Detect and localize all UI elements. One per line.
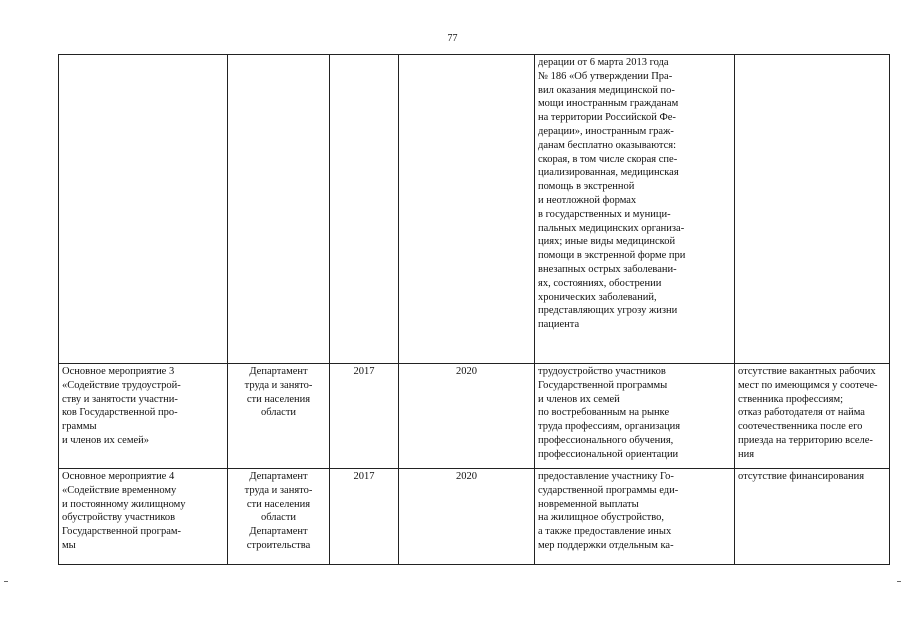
risks-cell xyxy=(735,55,890,364)
risks-cell: отсутствие финансирования xyxy=(735,469,890,565)
table-row xyxy=(59,364,890,469)
measure-cell: Основное мероприятие 4 «Содействие временному и постоянному жилищному обустройству участников Государственной програм- мы xyxy=(59,469,228,565)
start-year-cell xyxy=(330,55,399,364)
executor-cell xyxy=(228,55,330,364)
measure-cell xyxy=(59,55,228,364)
executor-cell: Департамент труда и занято- сти населения области xyxy=(228,364,330,469)
scan-margin-mark-right xyxy=(897,581,901,582)
start-year-cell: 2017 xyxy=(330,364,399,469)
end-year-cell: 2020 xyxy=(399,364,535,469)
table-row xyxy=(59,55,890,364)
measure-cell: Основное мероприятие 3 «Содействие трудоустрой- ству и занятости участни- ков Государственной про- граммы и членов их семей» xyxy=(59,364,228,469)
end-year-cell: 2020 xyxy=(399,469,535,565)
table-row xyxy=(59,469,890,565)
page-number: 77 xyxy=(447,33,458,44)
start-year-cell: 2017 xyxy=(330,469,399,565)
program-measures-table xyxy=(58,54,890,565)
executor-cell: Департамент труда и занято- сти населения области Департамент строительства xyxy=(228,469,330,565)
end-year-cell xyxy=(399,55,535,364)
result-cell: предоставление участнику Го- сударственной программы еди- новременной выплаты на жилищное обустройство, а также предоставление иных мер поддержки отдельным ка- xyxy=(535,469,735,565)
result-cell: дерации от 6 марта 2013 года № 186 «Об утверждении Пра- вил оказания медицинской по- мощи иностранным гражданам на территории Российской Фе- дерации», иностранным граж- данам бесплатно оказываются: скорая, в том числе скорая спе- циализированная, медицинская помощь в экстренной и неотложной формах в государственных и муници- пальных медицинских организа- циях; иные виды медицинской помощи в экстренной форме при внезапных острых заболевани- ях, состояниях, обострении хронических заболеваний, представляющих угрозу жизни пациента xyxy=(535,55,735,364)
result-cell: трудоустройство участников Государственной программы и членов их семей по востребованным на рынке труда профессиям, организация профессионального обучения, профессиональной ориентации xyxy=(535,364,735,469)
risks-cell: отсутствие вакантных рабочих мест по имеющимся у соотече- ственника профессиям; отказ работодателя от найма соотечественника после его приезда на территорию вселе- ния xyxy=(735,364,890,469)
scan-margin-mark-left xyxy=(4,581,8,582)
